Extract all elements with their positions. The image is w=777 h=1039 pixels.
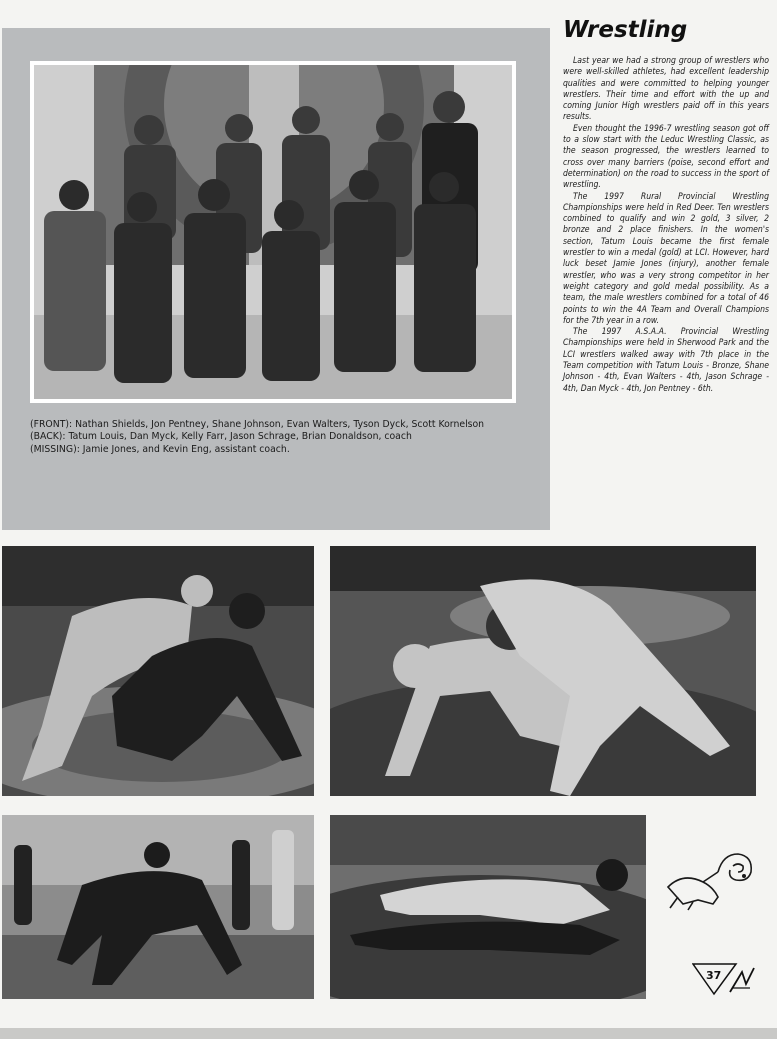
article-paragraph: The 1997 Rural Provincial Wrestling Championships were held in Red Deer. Ten wrestlers combined to qualify and win 2 gold, 3 silver, 2 bronze and 2 place finishers. In the women's section, Tatum Louis became the first female wrestler to win a medal (gold) at LCI. However, hard luck beset Jamie Jones (injury), another female wrestler, who was a very strong competitor in her weight category and gold medal possibility. As a team, the male wrestlers combined for a total of 46 points to win the 4A Team and Overall Champions for the 7th year in a row. [563,191,769,326]
article-title: Wrestling [563,17,688,43]
wrestling-action-photo-1 [2,546,314,796]
team-photo [30,61,516,403]
page-bottom-edge [0,1028,777,1039]
article-paragraph: Even thought the 1996-7 wrestling season got off to a slow start with the Leduc Wrestling Classic, as the season progressed, the wrestlers learned to cross over many barriers (poise, second effort and determination) on the road to success in the sport of wrestling. [563,123,769,191]
wrestling-action-photo-2 [330,546,756,796]
caption-missing: (MISSING): Jamie Jones, and Kevin Eng, assistant coach. [30,443,290,455]
ram-mascot-logo [658,842,758,912]
article-paragraph: Last year we had a strong group of wrestlers who were well-skilled athletes, had excellent leadership qualities and were committed to helping younger wrestlers. Their time and effort with the up and coming Junior High wrestlers paid off in this years results. [563,56,769,123]
page-number: 37 [706,969,722,982]
wrestling-action-photo-4 [330,815,646,999]
caption-back: (BACK): Tatum Louis, Dan Myck, Kelly Farr, Jason Schrage, Brian Donaldson, coach [30,431,412,443]
page-number-tab [692,962,758,996]
wrestling-action-photo-3 [2,815,314,999]
article-paragraph: The 1997 A.S.A.A. Provincial Wrestling Championships were held in Sherwood Park and the LCI wrestlers walked away with 7th place in the Team competition with Tatum Louis - Bronze, Shane Johnson - 4th, Evan Walters - 4th, Jason Schrage - 4th, Dan Myck - 4th, Jon Pentney - 6th. [563,327,769,394]
caption-front: (FRONT): Nathan Shields, Jon Pentney, Shane Johnson, Evan Walters, Tyson Dyck, Scott Kornelson [30,419,485,430]
team-photo-caption [30,419,530,456]
article-body [563,56,769,395]
